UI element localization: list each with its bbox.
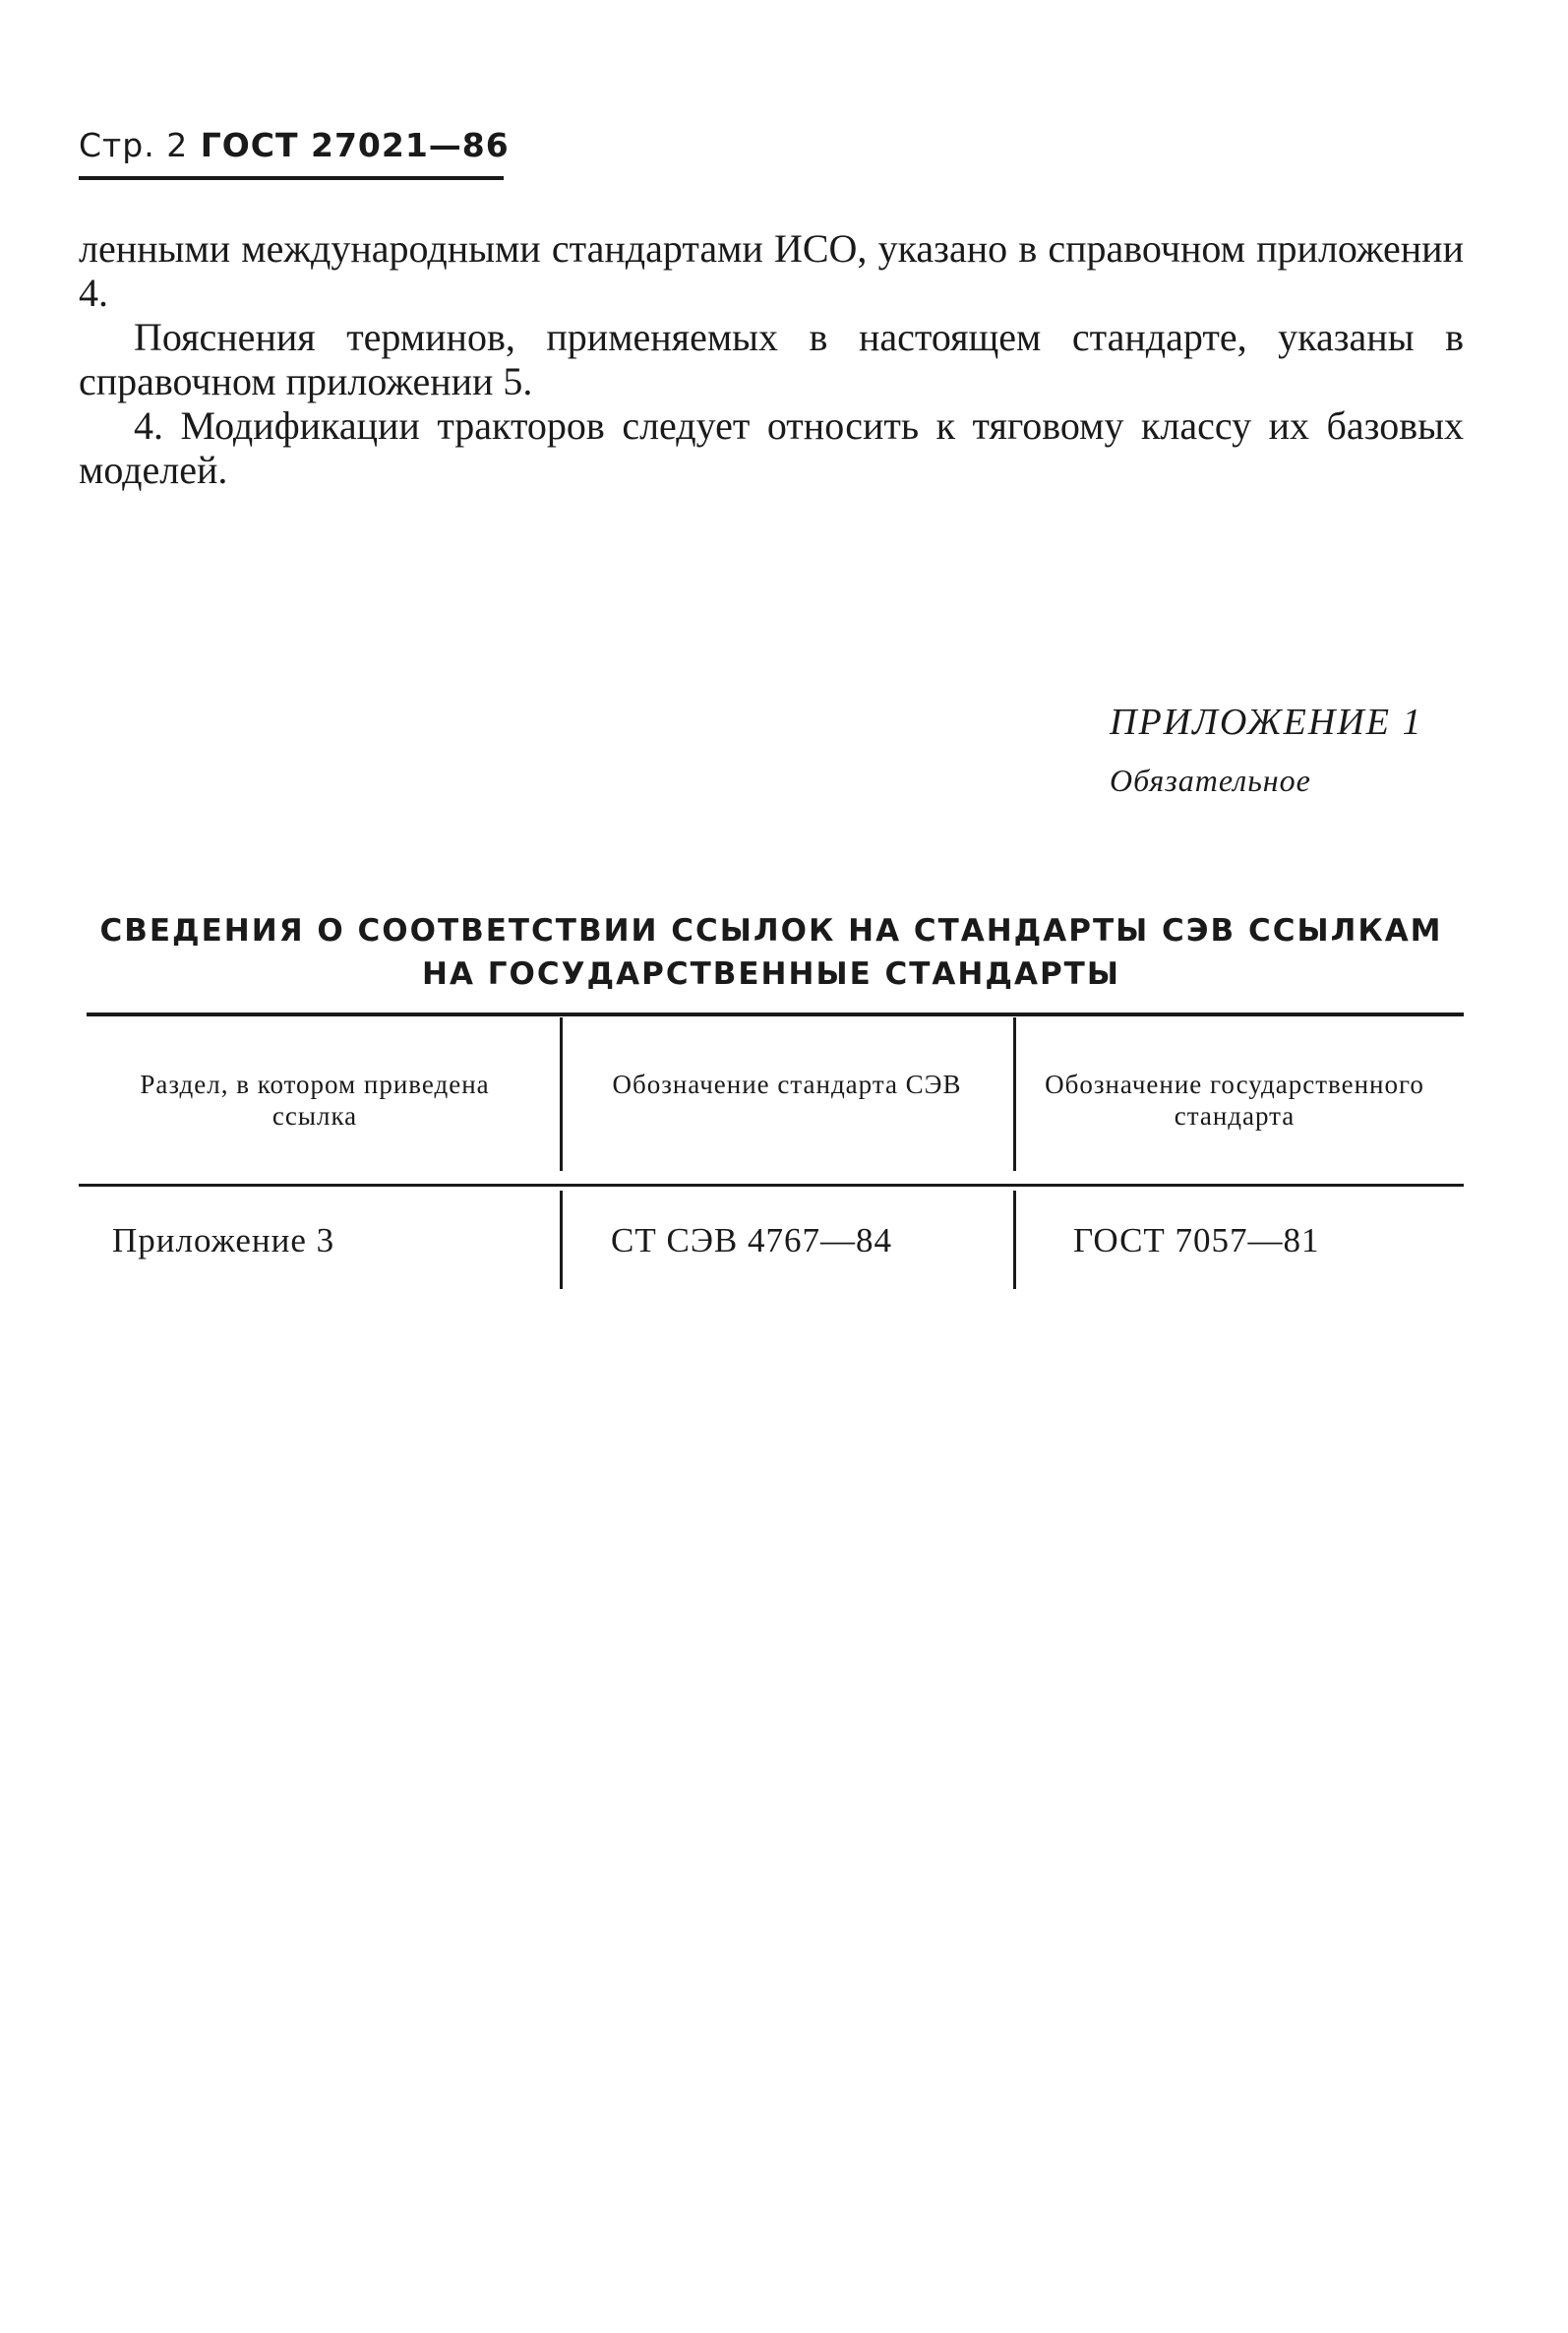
- column-header-cmea-standard: Обозначение стандарта СЭВ: [612, 1070, 962, 1099]
- table-divider: [560, 1191, 563, 1289]
- table-cell: ГОСТ 7057—81: [1073, 1221, 1320, 1259]
- page-number: Стр. 2: [79, 126, 189, 164]
- paragraph-terms: Пояснения терминов, применяемых в настоящем стандарте, указаны в справочном приложении 5.: [79, 315, 1464, 403]
- table-rule-header: [79, 1184, 1464, 1187]
- appendix-title: ПРИЛОЖЕНИЕ 1: [1110, 702, 1423, 743]
- paragraph-continuation: ленными международными стандартами ИСО, указано в справочном приложении 4.: [79, 226, 1464, 315]
- header-rule: [79, 176, 504, 180]
- table-divider: [560, 1017, 563, 1171]
- table-divider: [1013, 1191, 1016, 1289]
- appendix-status: Обязательное: [1110, 763, 1311, 798]
- table-rule-top: [87, 1013, 1464, 1016]
- paragraph-item-4: 4. Модификации тракторов следует относить к тяговому классу их базовых моделей.: [79, 403, 1464, 492]
- standard-designation: ГОСТ 27021—86: [200, 126, 510, 164]
- table-heading: СВЕДЕНИЯ О СООТВЕТСТВИИ ССЫЛОК НА СТАНДАРТЫ СЭВ ССЫЛКАМ НА ГОСУДАРСТВЕННЫЕ СТАНДАРТЫ: [99, 913, 1443, 992]
- body-text: [79, 226, 1464, 492]
- table-divider: [1013, 1017, 1016, 1171]
- table-cell: СТ СЭВ 4767—84: [611, 1221, 893, 1259]
- table-cell: Приложение 3: [112, 1221, 335, 1259]
- column-header-state-standard: Обозначение государственного стандарта: [1045, 1070, 1424, 1131]
- column-header-section: Раздел, в котором приведена ссылка: [140, 1070, 490, 1131]
- page-header: [79, 126, 510, 164]
